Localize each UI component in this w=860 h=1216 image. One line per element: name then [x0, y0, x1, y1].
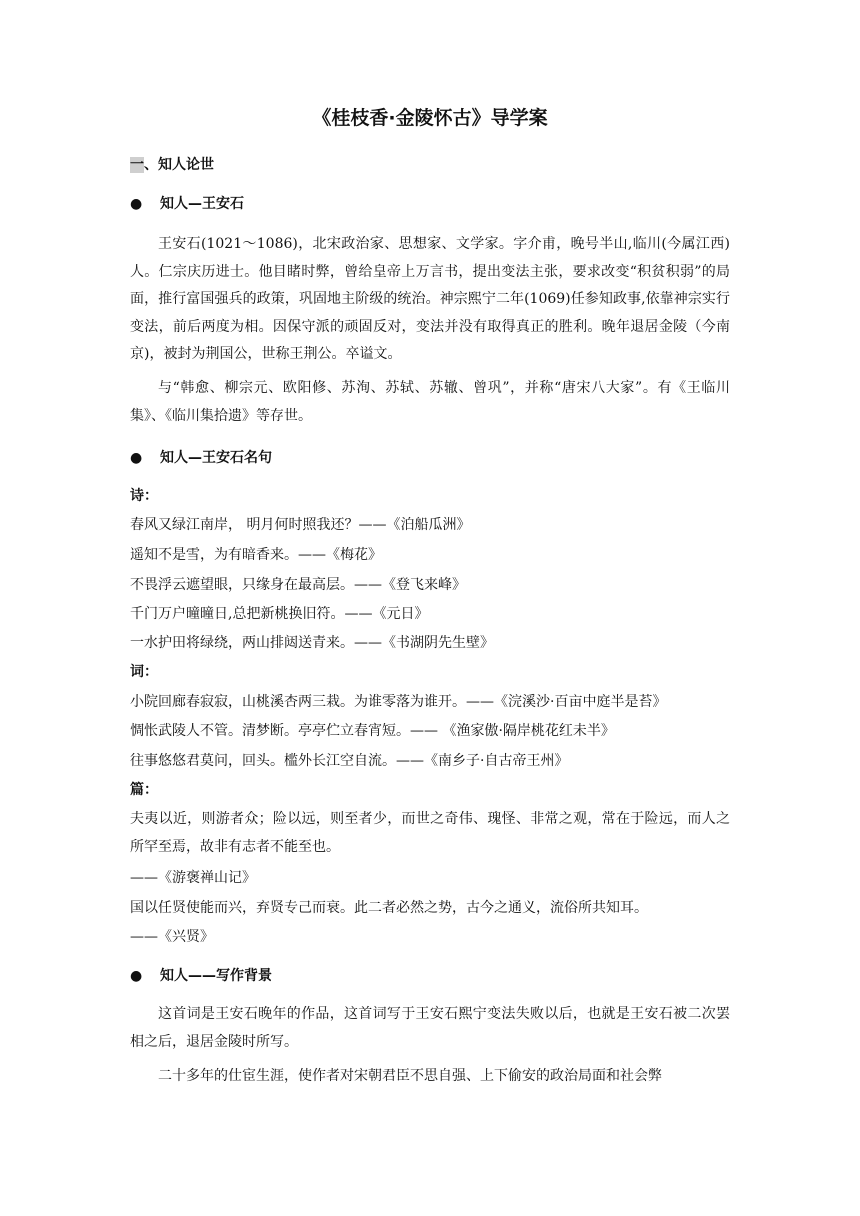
section-number-highlight: 一 — [130, 157, 144, 173]
page-title: 《桂枝香·金陵怀古》导学案 — [312, 107, 548, 129]
bullet-heading-background — [130, 966, 272, 986]
ci-line: 惆怅武陵人不管。清梦断。亭亭伫立春宵短。—— 《渔家傲·隔岸桃花红未半》 — [130, 723, 615, 739]
poetry-line: 不畏浮云遮望眼，只缘身在最高层。——《登飞来峰》 — [130, 577, 466, 593]
prose-source: ——《兴贤》 — [130, 929, 214, 945]
bullet-dot-icon: ● — [130, 450, 143, 466]
poetry-line: 千门万户曈曈日,总把新桃换旧符。——《元日》 — [130, 606, 429, 622]
ci-line: 小院回廊春寂寂，山桃溪杏两三栽。为谁零落为谁开。——《浣溪沙·百亩中庭半是苔》 — [130, 694, 667, 710]
bullet-dot-icon: ● — [130, 196, 143, 212]
prose-quote: 夫夷以近，则游者众；险以远，则至者少，而世之奇伟、瑰怪、非常之观，常在于险远，而人之所罕至焉，故非有志者不能至也。 — [130, 811, 730, 855]
poetry-line: 一水护田将绿绕，两山排闼送青来。——《书湖阴先生壁》 — [130, 635, 494, 651]
poetry-line: 遥知不是雪，为有暗香来。——《梅花》 — [130, 547, 382, 563]
poetry-line: 春风又绿江南岸， 明月何时照我还？——《泊船瓜洲》 — [130, 517, 471, 533]
bullet-heading-author — [130, 194, 244, 214]
prose-source: ——《游褒禅山记》 — [130, 870, 256, 886]
background-paragraph: 二十多年的仕宦生涯，使作者对宋朝君臣不思自强、上下偷安的政治局面和社会弊 — [158, 1068, 662, 1084]
bullet-dot-icon: ● — [130, 968, 143, 984]
bullet-heading-text: 知人—王安石 — [160, 196, 244, 212]
prose-label: 篇： — [130, 782, 158, 798]
author-bio-paragraph: 王安石(1021～1086)，北宋政治家、思想家、文学家。字介甫，晚号半山,临川(今属江西)人。仁宗庆历进士。他目睹时弊，曾给皇帝上万言书，提出变法主张，要求改变“积贫积弱”的局面，推行富国强兵的政策，巩固地主阶级的统治。神宗熙宁二年(1069)任参知政事,依靠神宗实行变法，前后两度为相。因保守派的顽固反对，变法并没有取得真正的胜利。晚年退居金陵（今南京)，被封为荆国公，世称王荆公。卒谥文。 — [130, 236, 730, 362]
ci-label: 词： — [130, 664, 158, 680]
ci-line: 往事悠悠君莫问，回头。槛外长江空自流。——《南乡子·自古帝王州》 — [130, 753, 569, 769]
section-heading-1 — [130, 155, 214, 175]
bullet-heading-text: 知人—王安石名句 — [160, 450, 272, 466]
background-paragraph: 这首词是王安石晚年的作品，这首词写于王安石熙宁变法失败以后，也就是王安石被二次罢相之后，退居金陵时所写。 — [130, 1006, 730, 1050]
prose-quote: 国以任贤使能而兴，弃贤专己而衰。此二者必然之势，古今之通义，流俗所共知耳。 — [130, 900, 648, 916]
poetry-label: 诗： — [130, 488, 158, 504]
section-heading-text: 、知人论世 — [144, 157, 214, 173]
bullet-heading-text: 知人——写作背景 — [160, 968, 272, 984]
bullet-heading-quotes — [130, 448, 272, 468]
author-eight-masters-paragraph: 与“韩愈、柳宗元、欧阳修、苏洵、苏轼、苏辙、曾巩”，并称“唐宋八大家”。有《王临川集》、《临川集拾遗》等存世。 — [130, 380, 730, 424]
